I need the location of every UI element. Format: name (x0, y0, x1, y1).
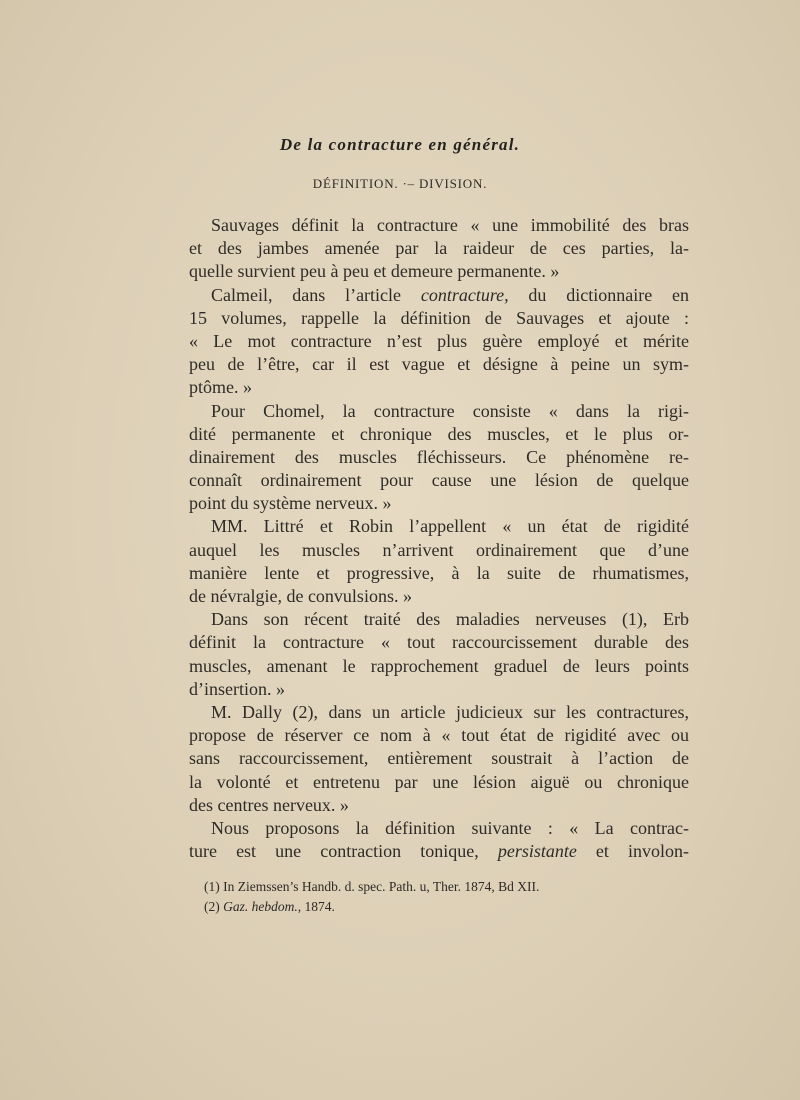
footnote-2-number: (2) (204, 899, 220, 914)
text-line: d’insertion. » (189, 678, 285, 699)
text-line: Pour Chomel, la contracture consiste « dans la rigi- (211, 400, 689, 421)
text-line: propose de réserver ce nom à « tout état de rigidité avec ou (189, 725, 689, 746)
text-line: et des jambes amenée par la raideur de ces parties, la- (189, 238, 689, 259)
section-subtitle: DÉFINITION. ·– DIVISION. (312, 176, 488, 191)
footnote-2-year: , 1874. (297, 899, 335, 914)
text-line: muscles, amenant le rapprochement graduel de leurs points (189, 655, 689, 676)
text-line: manière lente et progressive, à la suite de rhumatismes, (189, 562, 689, 583)
text-line: M. Dally (2), dans un article judicieux sur les contractures, (211, 701, 689, 722)
footnote-2-journal: Gaz. hebdom. (223, 899, 298, 914)
text-line: ture est une contraction tonique, persistante et involon- (189, 841, 689, 862)
emphasis-text: persistante (497, 841, 577, 862)
text-line: de névralgie, de convulsions. » (189, 586, 412, 606)
text-line: point du système nerveux. » (189, 493, 392, 514)
text-line: peu de l’être, car il est vague et désigne à peine un sym- (189, 354, 689, 375)
text-line: 15 volumes, rappelle la définition de Sauvages et ajoute : (189, 307, 689, 328)
text-line: ptôme. » (189, 377, 252, 398)
text-line: Nous proposons la définition suivante : « La contrac- (211, 817, 689, 838)
chapter-title: De la contracture en général. (279, 135, 521, 154)
footnote-1: (1) In Ziemssen’s Handb. d. spec. Path. u, Ther. 1874, Bd XII. (204, 879, 540, 894)
text-line: auquel les muscles n’arrivent ordinairement que d’une (189, 539, 689, 560)
text-line: dité permanente et chronique des muscles, et le plus or- (189, 423, 689, 444)
text-line: connaît ordinairement pour cause une lésion de quelque (189, 470, 689, 491)
text-line: des centres nerveux. » (189, 794, 349, 815)
emphasis-text: contracture, (420, 284, 509, 305)
text-line: MM. Littré et Robin l’appellent « un état de rigidité (211, 516, 689, 537)
footnotes (204, 877, 684, 917)
text-line: la volonté et entretenu par une lésion aiguë ou chronique (189, 771, 689, 792)
text-line: Sauvages définit la contracture « une immobilité des bras (211, 215, 689, 235)
text-line: sans raccourcissement, entièrement soustrait à l’action de (189, 748, 689, 769)
body-text (189, 214, 689, 863)
text-line: Calmeil, dans l’article contracture, du dictionnaire en (211, 284, 689, 305)
text-line: « Le mot contracture n’est plus guère employé et mérite (189, 330, 689, 351)
text-line: quelle survient peu à peu et demeure permanente. » (189, 261, 560, 282)
text-line: Dans son récent traité des maladies nerveuses (1), Erb (211, 609, 689, 630)
text-line: définit la contracture « tout raccourcissement durable des (189, 632, 689, 653)
footnote-2 (204, 897, 684, 917)
text-line: dinairement des muscles fléchisseurs. Ce phénomène re- (189, 446, 689, 467)
